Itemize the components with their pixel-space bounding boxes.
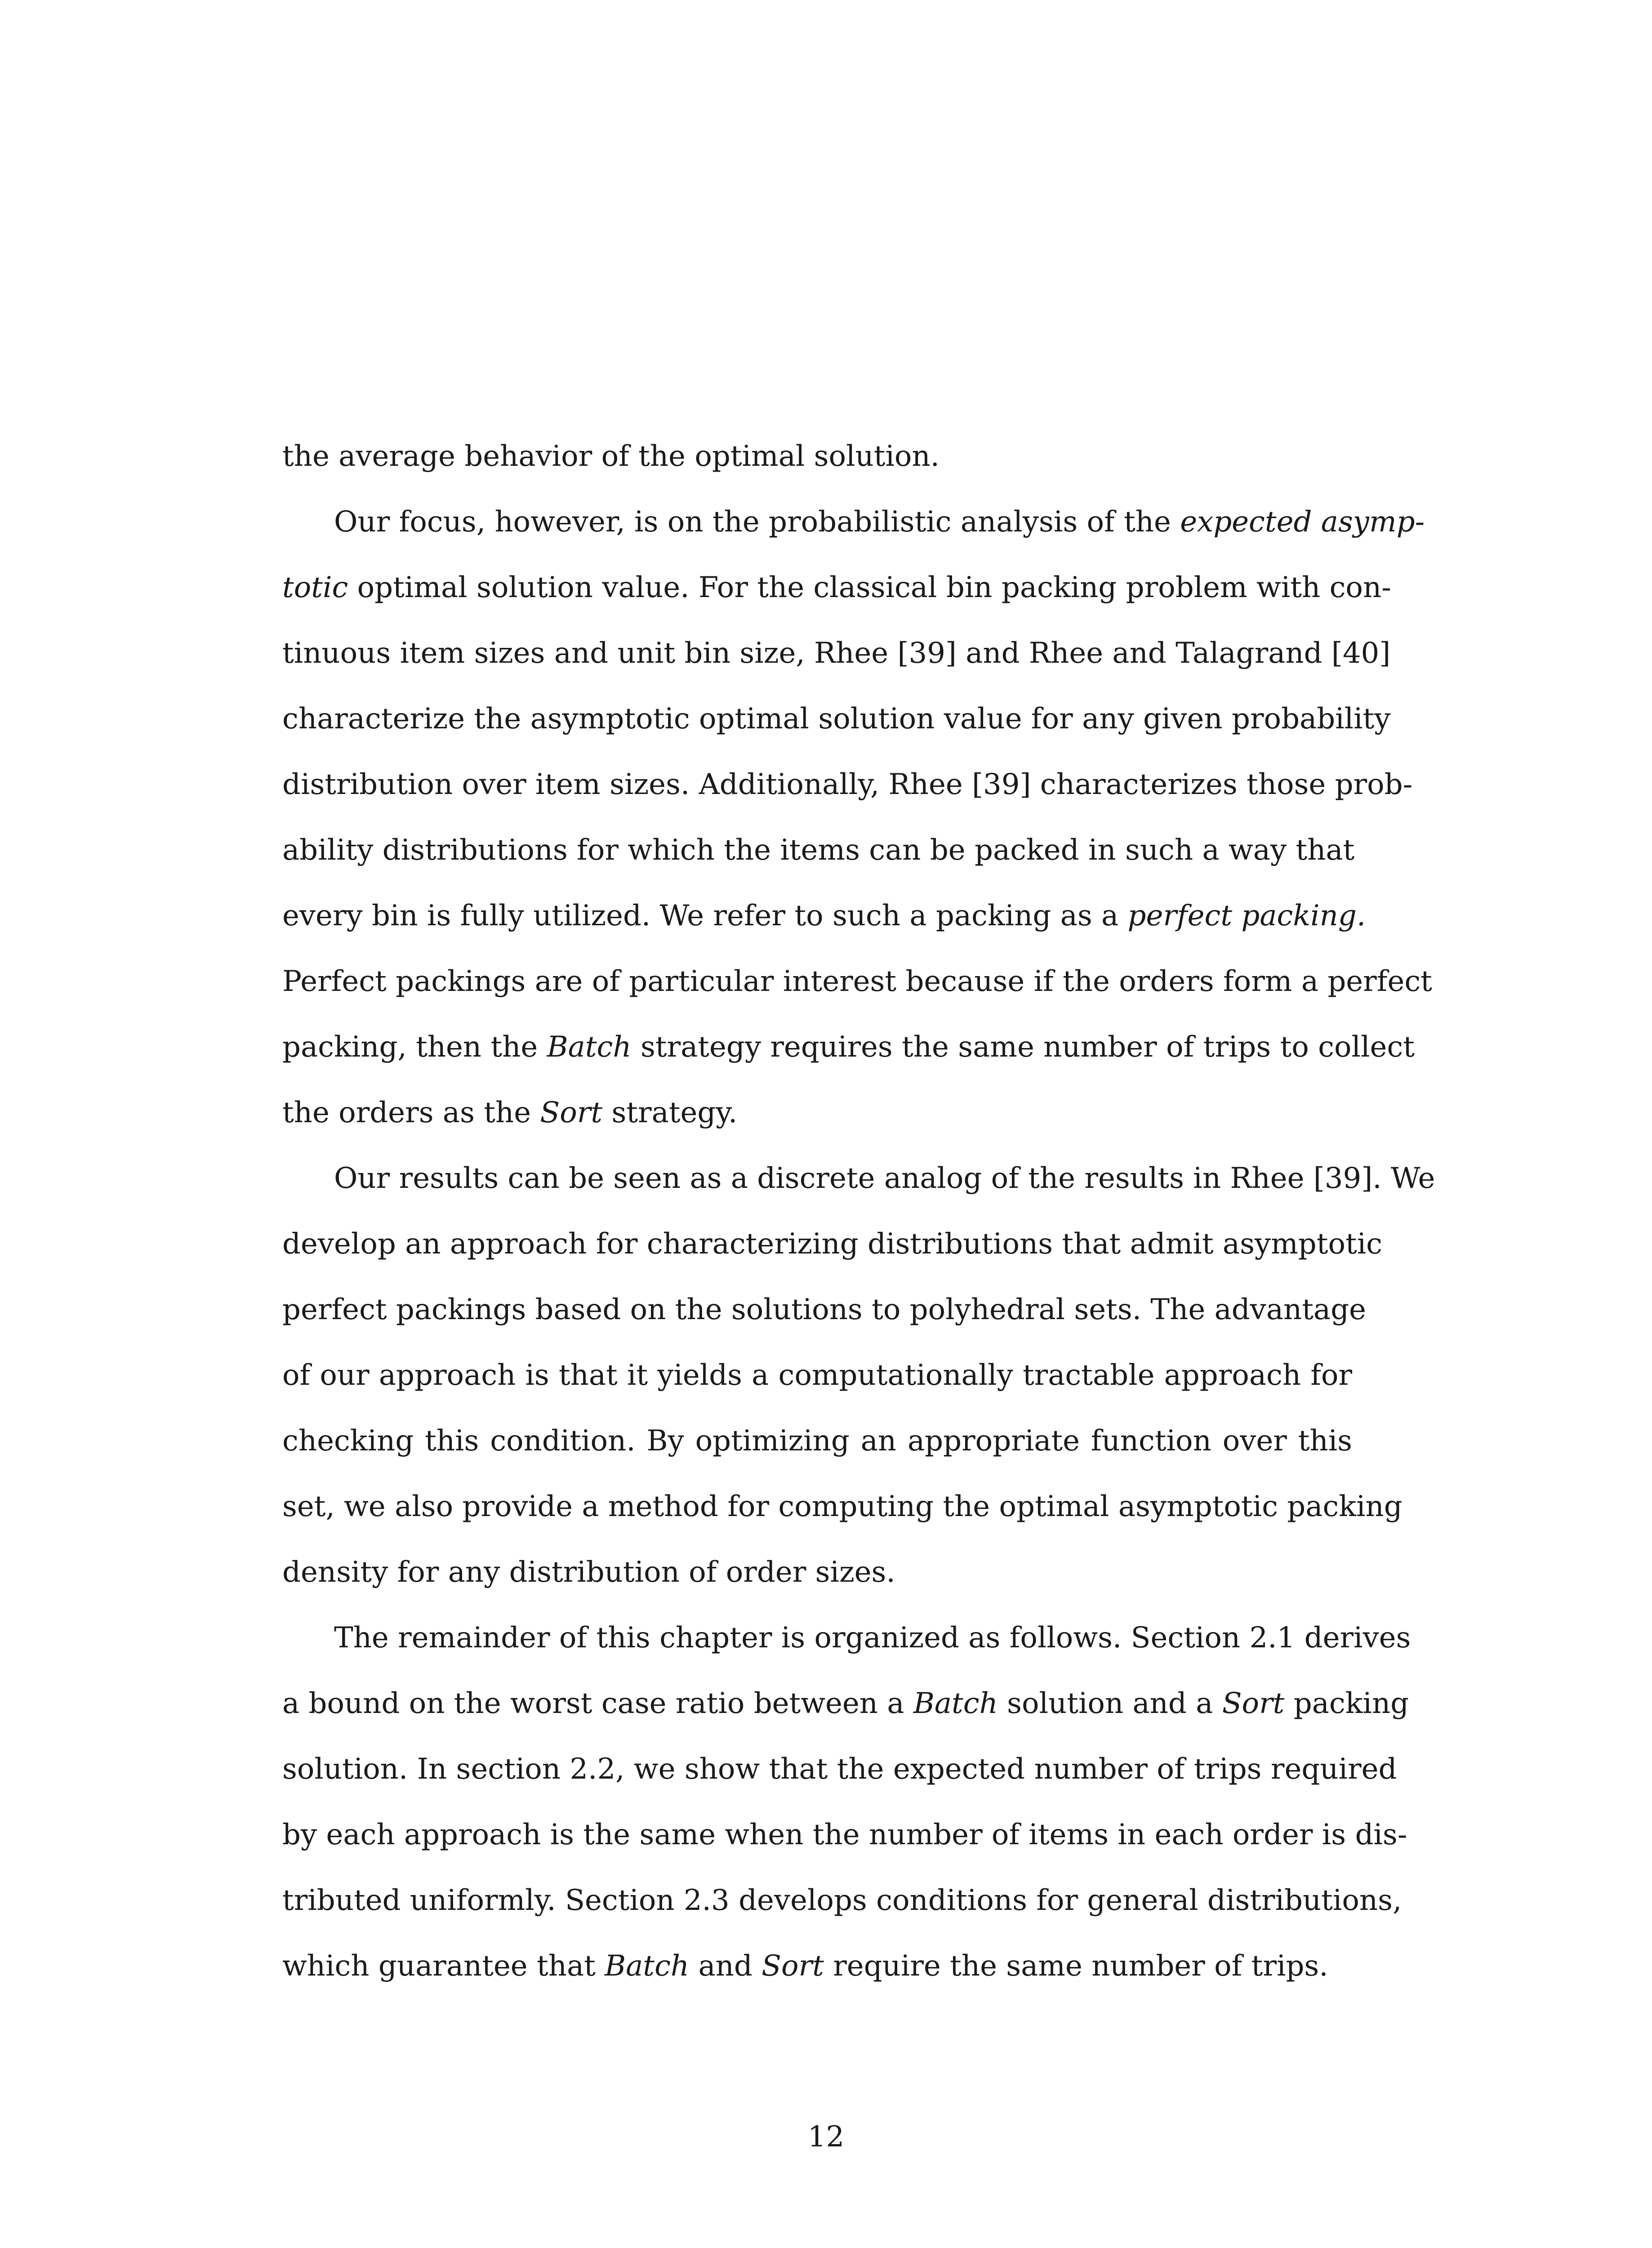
text-span: checking this condition. By optimizing an appropriate function over this xyxy=(282,1424,1352,1458)
text-line xyxy=(282,957,1432,1006)
italic-term: totic xyxy=(282,571,348,604)
text-line xyxy=(282,1088,1352,1137)
text-span: Our results can be seen as a discrete analog of the results in Rhee [39]. We xyxy=(334,1162,1435,1195)
text-span: characterize the asymptotic optimal solution value for any given probability xyxy=(282,702,1391,736)
text-span: set, we also provide a method for computing the optimal asymptotic packing xyxy=(282,1490,1403,1523)
text-span: solution and a xyxy=(997,1687,1222,1720)
text-span: optimal solution value. For the classical bin packing problem with con- xyxy=(348,571,1391,604)
text-span: which guarantee that xyxy=(282,1949,605,1983)
text-line xyxy=(282,1744,1397,1794)
text-line xyxy=(334,1154,1435,1203)
italic-term: Batch xyxy=(913,1687,998,1720)
italic-term: Batch xyxy=(605,1949,690,1983)
text-span: The remainder of this chapter is organized as follows. Section 2.1 derives xyxy=(334,1621,1411,1655)
page-number: 12 xyxy=(807,2120,845,2154)
text-span: of our approach is that it yields a computationally tractable approach for xyxy=(282,1359,1352,1392)
text-span: perfect packings based on the solutions to polyhedral sets. The advantage xyxy=(282,1293,1366,1326)
italic-term: Batch xyxy=(547,1030,632,1064)
text-line xyxy=(282,1219,1382,1269)
text-line xyxy=(282,1482,1403,1531)
italic-term: Sort xyxy=(1222,1687,1285,1720)
text-line xyxy=(282,891,1366,941)
text-span: tributed uniformly. Section 2.3 develops conditions for general distributions, xyxy=(282,1884,1402,1917)
text-line xyxy=(334,1613,1411,1663)
text-line xyxy=(282,629,1391,678)
text-span: density for any distribution of order sizes. xyxy=(282,1556,895,1589)
italic-term: Sort xyxy=(761,1949,824,1983)
text-span: and xyxy=(689,1949,762,1983)
text-line xyxy=(282,1810,1407,1860)
italic-term: expected asymp- xyxy=(1180,505,1425,539)
text-line xyxy=(282,1941,1352,1991)
text-span: distribution over item sizes. Additionally, Rhee [39] characterizes those prob- xyxy=(282,768,1413,801)
text-span: strategy requires the same number of trips to collect xyxy=(631,1030,1415,1064)
text-span: tinuous item sizes and unit bin size, Rhee [39] and Rhee and Talagrand [40] xyxy=(282,637,1391,670)
text-span: every bin is fully utilized. We refer to such a packing as a xyxy=(282,899,1128,932)
text-span: Perfect packings are of particular interest because if the orders form a perfect xyxy=(282,965,1432,998)
text-line xyxy=(282,563,1391,612)
text-line xyxy=(282,825,1355,875)
text-span: by each approach is the same when the number of items in each order is dis- xyxy=(282,1818,1407,1851)
text-line xyxy=(282,1876,1402,1925)
text-span: strategy. xyxy=(602,1096,738,1129)
text-line xyxy=(282,694,1391,744)
italic-term: perfect packing. xyxy=(1127,899,1366,932)
text-span: solution. In section 2.2, we show that the expected number of trips required xyxy=(282,1753,1397,1786)
text-line xyxy=(282,1351,1352,1400)
text-line xyxy=(282,1285,1366,1334)
text-span: the orders as the xyxy=(282,1096,540,1129)
text-line xyxy=(282,760,1413,809)
text-line xyxy=(334,497,1425,547)
text-line xyxy=(282,1679,1409,1728)
text-span: Our focus, however, is on the probabilistic analysis of the xyxy=(334,505,1180,539)
italic-term: Sort xyxy=(540,1096,603,1129)
text-line xyxy=(282,1548,1352,1597)
text-span: develop an approach for characterizing distributions that admit asymptotic xyxy=(282,1227,1382,1261)
text-span: ability distributions for which the items can be packed in such a way that xyxy=(282,834,1355,867)
text-span: the average behavior of the optimal solution. xyxy=(282,440,940,473)
text-line xyxy=(282,1416,1352,1466)
text-line xyxy=(282,432,1352,481)
text-span: require the same number of trips. xyxy=(824,1949,1328,1983)
text-span: a bound on the worst case ratio between a xyxy=(282,1687,913,1720)
text-span: packing, then the xyxy=(282,1030,547,1064)
text-line xyxy=(282,1022,1415,1072)
text-span: packing xyxy=(1284,1687,1409,1720)
